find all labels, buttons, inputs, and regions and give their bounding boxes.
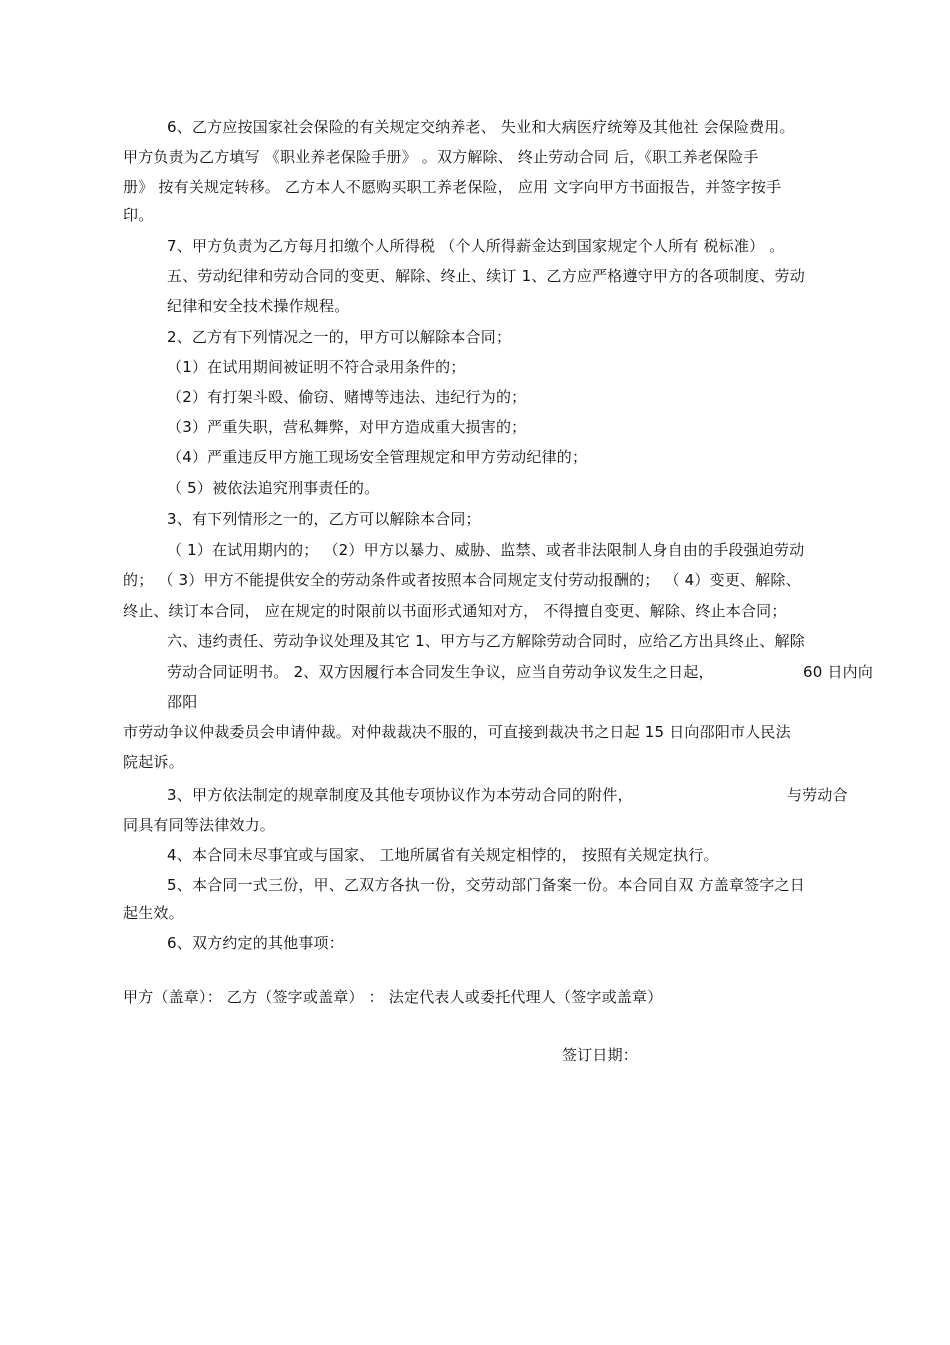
clause-6b: 6、双方约定的其他事项： xyxy=(167,934,344,952)
section-6-line-3: 邵阳 xyxy=(167,693,198,711)
clause-5-line-2: 起生效。 xyxy=(123,904,184,922)
clause-2-item-3: （3）严重失职，营私舞弊，对甲方造成重大损害的； xyxy=(167,418,527,436)
clause-3-heading: 3、有下列情形之一的，乙方可以解除本合同； xyxy=(167,510,481,528)
clause-6-line-2: 甲方负责为乙方填写 《职业养老保险手册》 。双方解除、 终止劳动合同 后，《职工养老保险手 xyxy=(123,148,759,166)
clause-2-item-5: （ 5）被依法追究刑事责任的。 xyxy=(167,479,380,497)
section-6-line-4: 市劳动争议仲裁委员会申请仲裁。对仲裁裁决不服的，可直接到裁决书之日起 15 日向邵阳市人民法 xyxy=(123,723,791,741)
clause-7: 7、甲方负责为乙方每月扣缴个人所得税 （个人所得薪金达到国家规定个人所有 税标准） 。 xyxy=(167,237,785,255)
clause-3b-line-2: 同具有同等法律效力。 xyxy=(123,816,276,834)
clause-3-line-3: 终止、续订本合同， 应在规定的时限前以书面形式通知对方， 不得擅自变更、解除、终止本合同； xyxy=(123,602,787,620)
clause-5-line-1: 5、本合同一式三份，甲、乙双方各执一份，交劳动部门备案一份。本合同自双 方盖章签字之日 xyxy=(167,876,805,894)
clause-3b-line-1: 3、甲方依法制定的规章制度及其他专项协议作为本劳动合同的附件， xyxy=(167,786,633,804)
section-6-line-2: 劳动合同证明书。 2、双方因履行本合同发生争议，应当自劳动争议发生之日起， xyxy=(167,663,714,681)
sign-date-label: 签订日期： xyxy=(562,1046,639,1064)
section-6-line-2-tail: 60 日内向 xyxy=(803,663,874,681)
clause-2-heading: 2、乙方有下列情况之一的，甲方可以解除本合同； xyxy=(167,328,512,346)
clause-4: 4、本合同未尽事宜或与国家、 工地所属省有关规定相悖的， 按照有关规定执行。 xyxy=(167,846,719,864)
section-6-line-1: 六、违约责任、劳动争议处理及其它 1、甲方与乙方解除劳动合同时，应给乙方出具终止、解除 xyxy=(167,632,805,650)
section-6-line-5: 院起诉。 xyxy=(123,753,184,771)
clause-3-line-1: （ 1）在试用期内的； （2）甲方以暴力、威胁、监禁、或者非法限制人身自由的手段强迫劳动 xyxy=(167,541,805,559)
clause-6-line-4: 印。 xyxy=(123,206,154,224)
clause-2-item-2: （2）有打架斗殴、偷窃、赌博等违法、违纪行为的； xyxy=(167,388,527,406)
section-5-line-1: 五、劳动纪律和劳动合同的变更、解除、终止、续订 1、乙方应严格遵守甲方的各项制度、劳动 xyxy=(167,267,805,285)
signature-line: 甲方（盖章）： 乙方（签字或盖章） ： 法定代表人或委托代理人（签字或盖章） xyxy=(123,988,663,1006)
clause-2-item-1: （1）在试用期间被证明不符合录用条件的； xyxy=(167,358,466,376)
clause-6-line-1: 6、乙方应按国家社会保险的有关规定交纳养老、 失业和大病医疗统筹及其他社 会保险费用。 xyxy=(167,118,795,136)
clause-3b-line-1-tail: 与劳动合 xyxy=(787,786,848,804)
clause-3-line-2: 的； （ 3）甲方不能提供安全的劳动条件或者按照本合同规定支付劳动报酬的； （ 4）变更、解除、 xyxy=(123,571,801,589)
clause-6-line-3: 册》 按有关规定转移。 乙方本人不愿购买职工养老保险， 应用 文字向甲方书面报告，并签字按手 xyxy=(123,178,782,196)
section-5-line-2: 纪律和安全技术操作规程。 xyxy=(167,297,350,315)
clause-2-item-4: （4）严重违反甲方施工现场安全管理规定和甲方劳动纪律的； xyxy=(167,448,588,466)
